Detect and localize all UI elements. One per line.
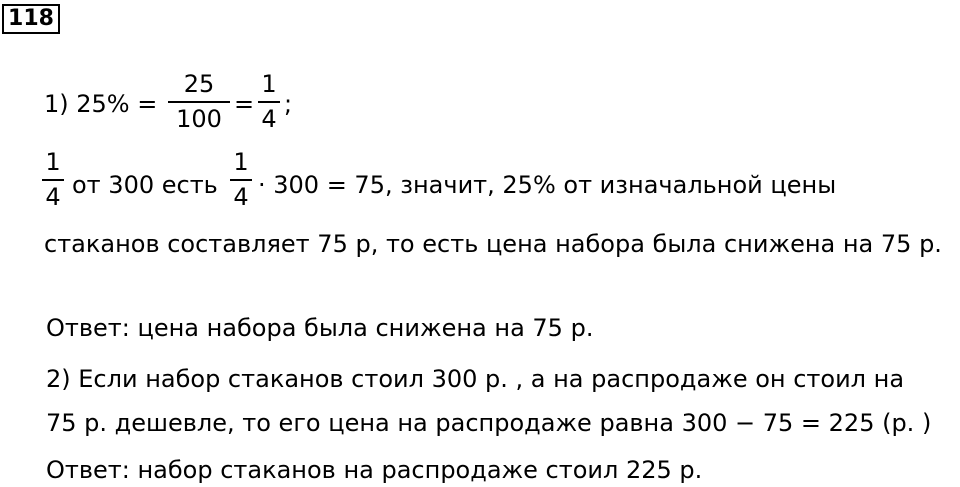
fraction-bar — [258, 101, 280, 103]
answer1-text: Ответ: цена набора была снижена на 75 р. — [46, 314, 594, 342]
problem-number: 118 — [2, 4, 60, 34]
line2-text-b: · 300 = 75, значит, 25% от изначальной цены — [258, 171, 837, 199]
fraction-bar — [168, 101, 230, 103]
fraction-25-100 — [168, 70, 230, 133]
part1-prefix: 1) 25% = — [44, 90, 158, 118]
line2-text-a: от 300 есть — [72, 171, 218, 199]
semicolon: ; — [284, 90, 293, 118]
fraction-numerator: 25 — [183, 70, 215, 98]
equals-sign: = — [234, 90, 255, 118]
fraction-numerator: 1 — [261, 70, 277, 98]
fraction-numerator: 1 — [233, 148, 249, 176]
line3-text: стаканов составляет 75 р, то есть цена набора была снижена на 75 р. — [44, 230, 942, 258]
fraction-1-4 — [258, 70, 280, 133]
part2-line2: 75 р. дешевле, то его цена на распродаже равна 300 − 75 = 225 (р. ) — [46, 409, 932, 437]
answer2-text: Ответ: набор стаканов на распродаже стоил 225 р. — [46, 456, 703, 484]
fraction-numerator: 1 — [45, 148, 61, 176]
fraction-bar — [42, 179, 64, 181]
fraction-1-4-a — [42, 148, 64, 211]
fraction-1-4-b — [230, 148, 252, 211]
fraction-denominator: 4 — [45, 183, 61, 211]
fraction-denominator: 4 — [261, 105, 277, 133]
part2-line1: 2) Если набор стаканов стоил 300 р. , а на распродаже он стоил на — [46, 365, 905, 393]
fraction-denominator: 4 — [233, 183, 249, 211]
fraction-denominator: 100 — [176, 105, 222, 133]
fraction-bar — [230, 179, 252, 181]
